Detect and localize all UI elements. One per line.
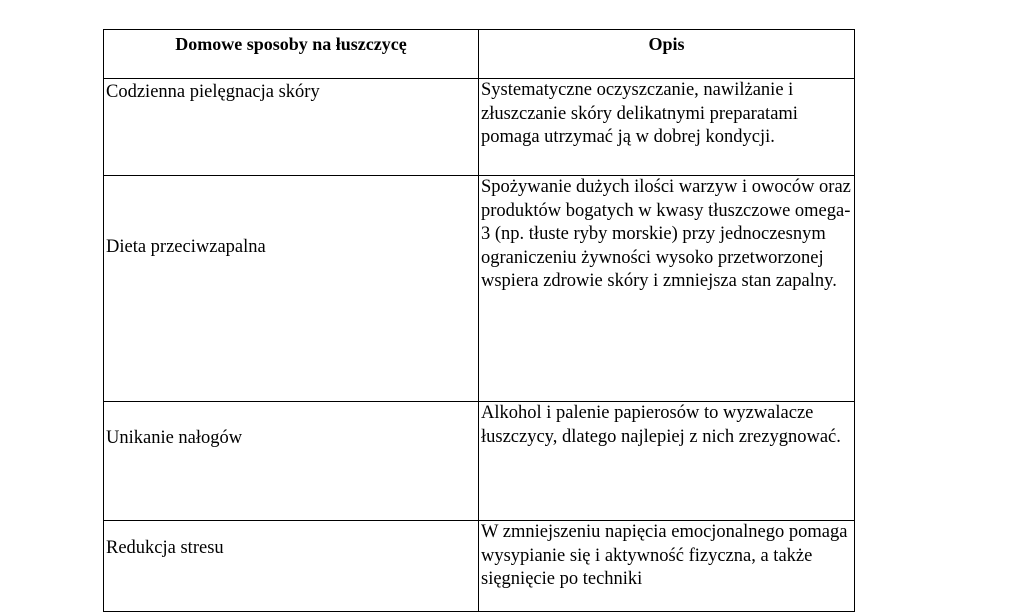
remedy-name-cell: Dieta przeciwzapalna [104, 176, 479, 402]
home-remedies-table [103, 29, 855, 612]
table-header-row [104, 30, 855, 79]
table-row [104, 79, 855, 176]
remedy-name-cell: Unikanie nałogów [104, 402, 479, 521]
remedy-description-cell: Systematyczne oczyszczanie, nawilżanie i złuszczanie skóry delikatnymi preparatami pomaga utrzymać ją w dobrej kondycji. [479, 79, 855, 176]
remedy-name-cell: Redukcja stresu [104, 521, 479, 612]
remedy-description-cell: W zmniejszeniu napięcia emocjonalnego pomaga wysypianie się i aktywność fizyczna, a także sięgnięcie po techniki [479, 521, 855, 612]
remedy-name-cell: Codzienna pielęgnacja skóry [104, 79, 479, 176]
remedy-description-cell: Spożywanie dużych ilości warzyw i owoców oraz produktów bogatych w kwasy tłuszczowe omega-3 (np. tłuste ryby morskie) przy jednoczesnym ograniczeniu żywności wysoko przetworzonej wspiera zdrowie skóry i zmniejsza stan zapalny. [479, 176, 855, 402]
column-header-description: Opis [479, 30, 855, 79]
column-header-remedy: Domowe sposoby na łuszczycę [104, 30, 479, 79]
table-row [104, 402, 855, 521]
table-row [104, 521, 855, 612]
remedy-description-cell: Alkohol i palenie papierosów to wyzwalacze łuszczycy, dlatego najlepiej z nich zrezygnować. [479, 402, 855, 521]
table-row [104, 176, 855, 402]
